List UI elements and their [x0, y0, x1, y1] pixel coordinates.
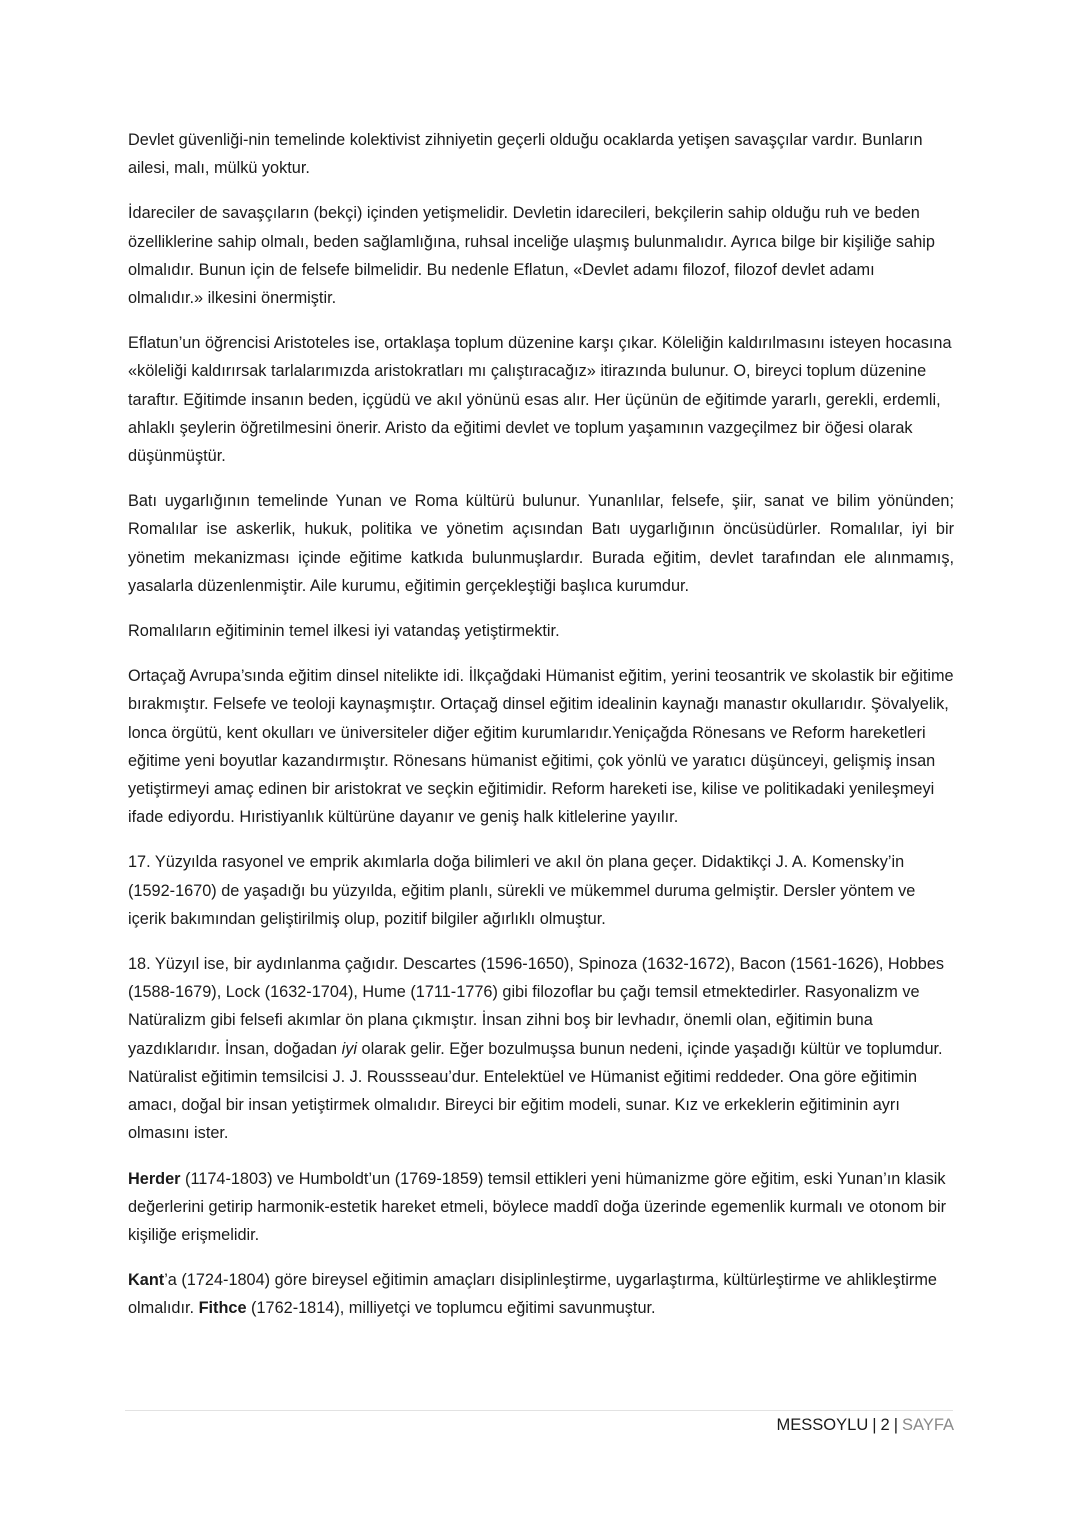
footer-separator: | [872, 1416, 877, 1434]
paragraph-aristotle: Eflatun’un öğrencisi Aristoteles ise, ortaklaşa toplum düzenine karşı çıkar. Köleliğin kaldırılmasını isteyen hocasına «köleliği kaldırırsak tarlalarımızda aristokratları mı çalıştıracağız» itirazında bulunur. O, bireyci toplum düzenine taraftır. Eğitimde insanın beden, içgüdü ve akıl yönünü esas alır. Her üçünün de eğitimde yararlı, gerekli, erdemli, ahlaklı şeylerin öğretilmesini önerir. Aristo da eğitimi devlet ve toplum yaşamının vazgeçilmez bir öğesi olarak düşünmüştür. [128, 334, 952, 466]
italic-word-iyi: iyi [341, 1039, 357, 1058]
paragraph-herder-text: (1174-1803) ve Humboldt’un (1769-1859) temsil ettikleri yeni hümanizme göre eğitim, eski Yunan’ın klasik değerlerini getirip harmonik-estetik hareket etmeli, böylece maddî doğa üzerinde egemenlik kurmalı ve otonom bir kişiliğe erişmelidir. [128, 1169, 947, 1244]
footer-page-number: 2 [880, 1416, 890, 1434]
paragraph-middle-ages: Ortaçağ Avrupa’sında eğitim dinsel nitelikte idi. İlkçağdaki Hümanist eğitim, yerini teosantrik ve skolastik bir eğitime bırakmıştır. Felsefe ve teoloji kaynaşmıştır. Ortaçağ dinsel eğitim idealinin kaynağı manastır okullarıdır. Şövalyelik, lonca örgütü, kent okulları ve üniversiteler diğer eğitim kurumlarıdır.Yeniçağda Rönesans ve Reform hareketleri eğitime yeni boyutlar kazandırmıştır. Rönesans hümanist eğitimi, çok yönlü ve yaratıcı düşünceyi, gelişmiş insan yetiştirmeyi amaç edinen bir aristokrat ve seçkin eğitimidir. Reform hareketi ise, kilise ve politikadaki yenileşmeyi ifade ediyordu. Hıristiyanlık kültürüne dayanır ve geniş halk kitlelerine yayılır. [128, 667, 954, 827]
footer-separator: | [893, 1416, 899, 1434]
paragraph-western-civilization: Batı uygarlığının temelinde Yunan ve Roma kültürü bulunur. Yunanlılar, felsefe, şiir, sanat ve bilim yönünden; Romalılar ise askerlik, hukuk, politika ve yönetim açısından Batı uygarlığının öncüsüdürler. Romalılar, iyi bir yönetim mekanizması içinde eğitime katkıda bulunmuşlardır. Burada eğitim, devlet tarafından ele alınmamış, yasalarla düzenlenmiştir. Aile kurumu, eğitimin gerçekleştiği başlıca kurumdur. [128, 492, 954, 595]
paragraph-state-security: Devlet güvenliği-nin temelinde kolektivist zihniyetin geçerli olduğu ocaklarda yetişen savaşçılar vardır. Bunların ailesi, malı, mülkü yoktur. [128, 131, 923, 178]
paragraph-18th-century-part-1: 18. Yüzyıl ise, bir aydınlanma çağıdır. Descartes (1596-1650), Spinoza (1632-1672), Bacon (1561-1626), Hobbes (1588-1679), Lock (1632-1704), Hume (1711-1776) gibi filozoflar bu çağı temsil etmektedirler. Rasyonalizm ve Natüralizm gibi felsefi akımlar ön plana çıkmıştır. İnsan zihni boş bir levhadır, önemli olan, eğitimin buna yazdıklarıdır. İnsan, doğadan [128, 955, 945, 1058]
paragraph-kant-text: ’a (1724-1804) göre bireysel eğitimin amaçları disiplinleştirme, uygarlaştırma, kültürleştirme ve ahlikleştirme olmalıdır. [128, 1271, 937, 1318]
footer-author: MESSOYLU [776, 1416, 869, 1434]
paragraph-administrators: İdareciler de savaşçıların (bekçi) içinden yetişmelidir. Devletin idarecileri, bekçilerin sahip olduğu ruh ve beden özelliklerine sahip olmalı, beden sağlamlığına, ruhsal inceliğe ulaşmış bulunmalıdır. Ayrıca bilge bir kişiliğe sahip olmalıdır. Bunun için de felsefe bilmelidir. Bu nedenle Eflatun, «Devlet adamı filozof, filozof devlet adamı olmalıdır.» ilkesini önermiştir. [128, 204, 935, 308]
footer-page-label: SAYFA [902, 1416, 954, 1434]
footer-divider [125, 1410, 953, 1411]
paragraph-18th-century-part-2: olarak gelir. Eğer bozulmuşsa bunun nedeni, içinde yaşadığı kültür ve toplumdur. Natüralist eğitimin temsilcisi J. J. Roussseau’dur. Entelektüel ve Hümanist eğitimi reddeder. Ona göre eğitimin amacı, doğal bir insan yetiştirmek olmalıdır. Bireyci bir eğitim modeli, sunar. Kız ve erkeklerin eğitiminin ayrı olmasını ister. [128, 1039, 943, 1143]
paragraph-fithce-text: (1762-1814), milliyetçi ve toplumcu eğitimi savunmuştur. [246, 1299, 656, 1318]
paragraph-18th-century [128, 950, 954, 1147]
paragraph-roman-education: Romalıların eğitiminin temel ilkesi iyi vatandaş yetiştirmektir. [128, 622, 560, 641]
bold-name-fithce: Fithce [198, 1299, 247, 1318]
document-body [128, 126, 954, 1340]
paragraph-17th-century: 17. Yüzyılda rasyonel ve emprik akımlarla doğa bilimleri ve akıl ön plana geçer. Didaktikçi J. A. Komensky’in (1592-1670) de yaşadığı bu yüzyılda, eğitim planlı, sürekli ve mükemmel duruma gelmiştir. Dersler yöntem ve içerik bakımından geliştirilmiş olup, pozitif bilgiler ağırlıklı olmuştur. [128, 853, 916, 928]
paragraph-herder [128, 1165, 954, 1250]
bold-name-herder: Herder [128, 1169, 181, 1188]
paragraph-kant [128, 1266, 954, 1322]
bold-name-kant: Kant [128, 1271, 165, 1290]
page-footer [777, 1416, 954, 1435]
